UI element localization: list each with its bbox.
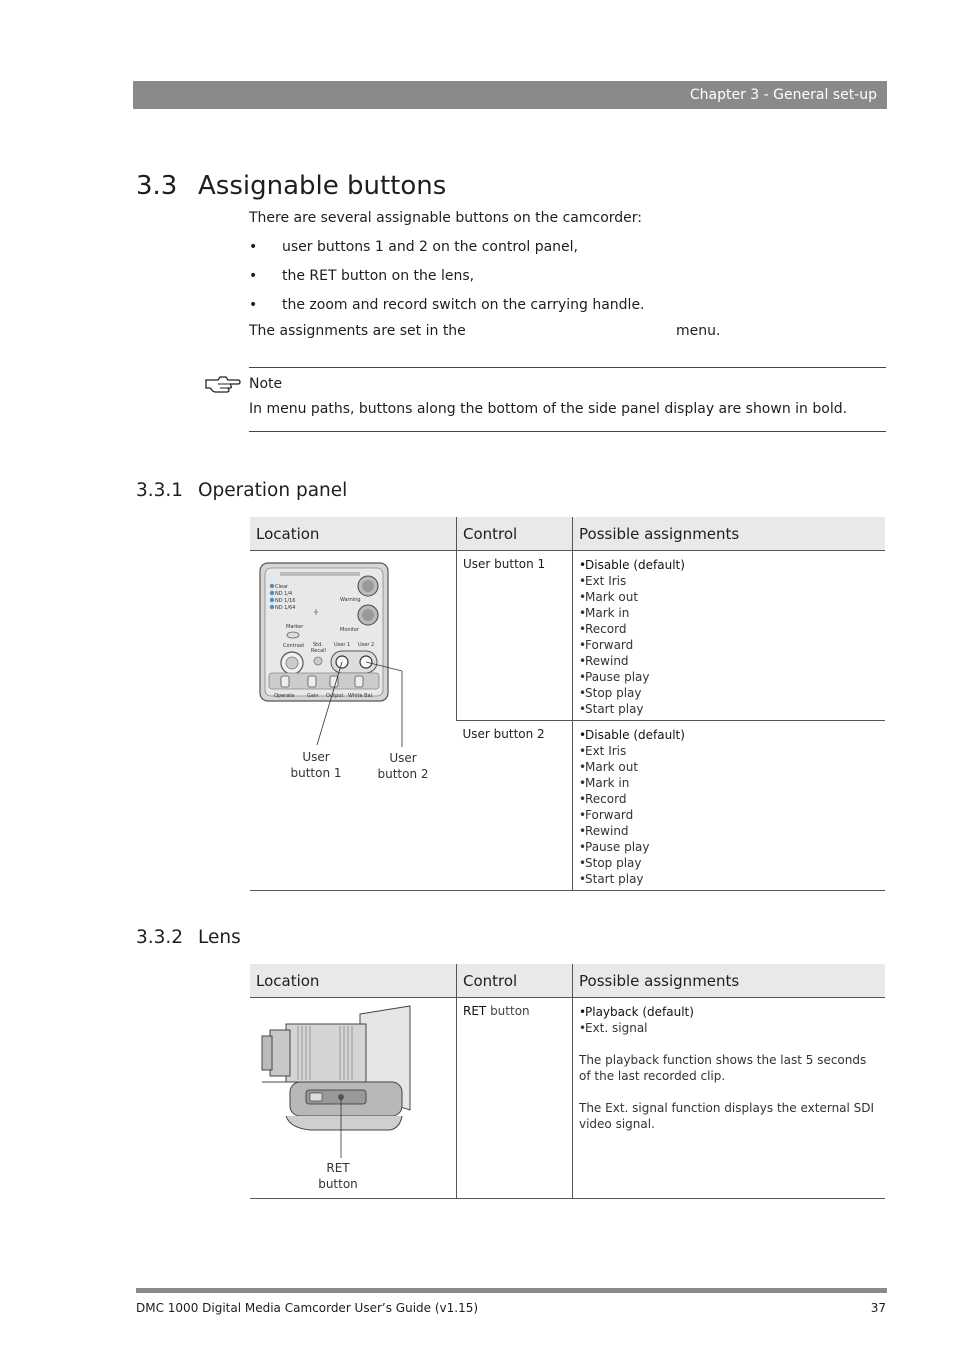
header-control: Control: [457, 964, 573, 998]
panel-label-marker: Marker: [286, 624, 304, 630]
intro-text: There are several assignable buttons on the camcorder:: [249, 210, 643, 226]
section-number: 3.3: [136, 171, 178, 201]
note-body: In menu paths, buttons along the bottom of the side panel display are shown in bold.: [249, 401, 848, 417]
lens-figure-cell: [250, 998, 457, 1199]
panel-label-nd16: ND 1/16: [275, 598, 296, 604]
header-assignments: Possible assignments: [573, 964, 886, 998]
operation-panel-table: [250, 517, 885, 891]
operation-panel-figure-cell: [250, 551, 457, 891]
assignment-text-end: menu.: [676, 323, 721, 339]
assignments-cell: [573, 721, 886, 891]
callout-user-button-2: User button 2: [377, 751, 429, 781]
table-row: [250, 998, 885, 1199]
ret-label-bold: RET: [463, 1004, 487, 1018]
assignments-cell: [573, 998, 886, 1199]
footer-rule: [136, 1288, 887, 1293]
control-user-button-1: User button 1: [457, 551, 573, 721]
table-header-row: [250, 964, 885, 998]
section-heading: [136, 171, 446, 201]
panel-label-contrast: Contrast: [283, 643, 305, 649]
chapter-header-bar: [133, 81, 887, 109]
lens-illustration: [250, 998, 456, 1158]
ret-label-rest: button: [486, 1004, 530, 1018]
header-location: Location: [250, 517, 457, 551]
note-bottom-rule: [249, 431, 886, 432]
assignment-list: • Disable (default) • Ext Iris • Mark out • Mark in • Record • Forward • Rewind • Pause play • Stop play • Start play: [579, 557, 879, 717]
header-control: Control: [457, 517, 573, 551]
callout-ret-button: RET button: [318, 1161, 358, 1191]
table-row: [250, 551, 885, 721]
panel-label-output: Output: [326, 693, 344, 699]
panel-label-monitor: Monitor: [340, 627, 360, 633]
page-number: 37: [870, 1301, 886, 1315]
assignment-text-start: The assignments are set in the: [249, 323, 466, 339]
panel-label-operate: Operate: [274, 693, 295, 699]
panel-label-recall: Recall: [311, 648, 326, 654]
panel-label-gain: Gain: [307, 693, 319, 699]
operation-panel-illustration: [250, 551, 456, 751]
panel-label-user1: User 1: [334, 642, 351, 648]
lens-table: [250, 964, 885, 1199]
panel-label-nd64: ND 1/64: [275, 605, 296, 611]
assignment-list: • Disable (default) • Ext Iris • Mark out • Mark in • Record • Forward • Rewind • Pause play • Stop play • Start play: [579, 727, 879, 887]
subsection-heading-lens: 3.3.2 Lens: [136, 927, 241, 948]
assignment-list: • Playback (default) • Ext. signal: [579, 1004, 879, 1036]
lens-figure: [250, 998, 456, 1198]
footer-guide-title: DMC 1000 Digital Media Camcorder User’s Guide (v1.15): [136, 1301, 479, 1315]
assignments-cell: [573, 551, 886, 721]
playback-description: The playback function shows the last 5 seconds of the last recorded clip.: [579, 1053, 867, 1083]
control-user-button-2: User button 2: [457, 721, 573, 891]
panel-label-nd4: ND 1/4: [275, 591, 293, 597]
ext-signal-description: The Ext. signal function displays the external SDI video signal.: [579, 1101, 875, 1131]
panel-label-white-bal: White Bal.: [348, 693, 374, 699]
panel-label-std: Std.: [313, 642, 323, 648]
section-title: Assignable buttons: [198, 171, 447, 201]
control-ret-button: [457, 998, 573, 1199]
operation-panel-figure: [250, 551, 456, 890]
pointing-hand-icon: [204, 374, 242, 394]
panel-label-clear: Clear: [275, 584, 289, 590]
panel-label-user2: User 2: [358, 642, 375, 648]
subsection-heading-operation-panel: 3.3.1 Operation panel: [136, 480, 348, 501]
header-location: Location: [250, 964, 457, 998]
note-top-rule: [249, 367, 886, 368]
panel-label-warning: Warning: [340, 597, 361, 603]
table-header-row: [250, 517, 885, 551]
header-assignments: Possible assignments: [573, 517, 886, 551]
note-title: Note: [249, 376, 283, 392]
callout-user-button-1: User button 1: [290, 750, 342, 780]
chapter-title: Chapter 3 - General set-up: [689, 87, 877, 103]
